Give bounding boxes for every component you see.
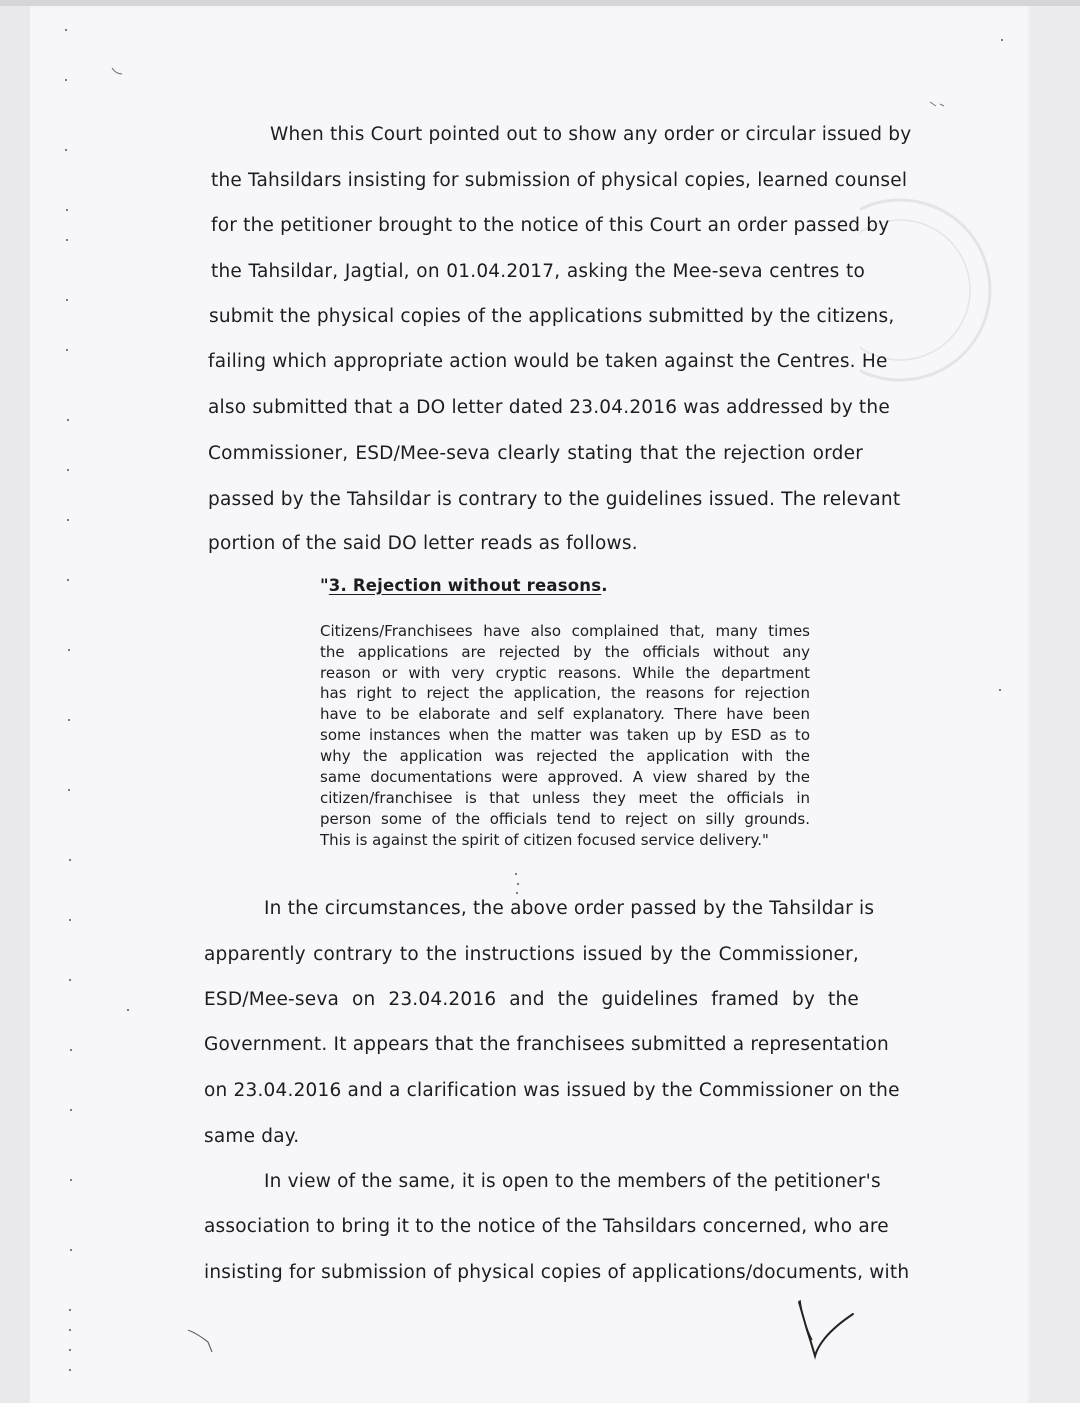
para3-line: association to bring it to the notice of the Tahsildars concerned, who are <box>204 1216 889 1237</box>
quote-heading-period: . <box>601 576 608 595</box>
quote-line: has right to reject the application, the reasons for rejection <box>320 684 810 702</box>
para2-line: apparently contrary to the instructions issued by the Commissioner, <box>204 944 859 965</box>
para2-line: same day. <box>204 1126 300 1147</box>
para2-line: Government. It appears that the franchisees submitted a representation <box>204 1034 889 1055</box>
para3-line: In view of the same, it is open to the members of the petitioner's <box>264 1171 881 1192</box>
bleed-through-seal <box>860 170 1080 530</box>
quote-line: have to be elaborate and self explanatory. There have been <box>320 705 810 723</box>
quote-line: Citizens/Franchisees have also complained that, many times <box>320 622 810 640</box>
para2-line: on 23.04.2016 and a clarification was issued by the Commissioner on the <box>204 1080 900 1101</box>
para1-line: When this Court pointed out to show any order or circular issued by <box>270 124 912 145</box>
quote-line: why the application was rejected the application with the <box>320 747 810 765</box>
para1-line: for the petitioner brought to the notice of this Court an order passed by <box>211 215 890 236</box>
para1-line: the Tahsildars insisting for submission of physical copies, learned counsel <box>211 170 908 191</box>
quote-heading <box>320 576 608 595</box>
para1-line: Commissioner, ESD/Mee-seva clearly stating that the rejection order <box>208 443 863 464</box>
quote-heading-text: 3. Rejection without reasons <box>328 576 602 595</box>
quote-line: the applications are rejected by the officials without any <box>320 643 810 661</box>
para1-line: submit the physical copies of the applications submitted by the citizens, <box>209 306 895 327</box>
para1-line: portion of the said DO letter reads as follows. <box>208 533 638 554</box>
para1-line: the Tahsildar, Jagtial, on 01.04.2017, asking the Mee-seva centres to <box>211 261 865 282</box>
quote-line: This is against the spirit of citizen focused service delivery." <box>320 831 769 849</box>
quote-line: some instances when the matter was taken up by ESD as to <box>320 726 810 744</box>
quote-open-mark: " <box>320 576 329 595</box>
quote-line: reason or with very cryptic reasons. While the department <box>320 664 810 682</box>
para1-line: failing which appropriate action would be taken against the Centres. He <box>208 351 888 372</box>
para3-line: insisting for submission of physical copies of applications/documents, with <box>204 1262 910 1283</box>
para1-line: passed by the Tahsildar is contrary to the guidelines issued. The relevant <box>208 489 901 510</box>
quote-line: person some of the officials tend to reject on silly grounds. <box>320 810 810 828</box>
quote-line: citizen/franchisee is that unless they meet the officials in <box>320 789 810 807</box>
para2-line: In the circumstances, the above order passed by the Tahsildar is <box>264 898 875 919</box>
para1-line: also submitted that a DO letter dated 23.04.2016 was addressed by the <box>208 397 890 418</box>
para2-line: ESD/Mee-seva on 23.04.2016 and the guidelines framed by the <box>204 989 859 1010</box>
quote-line: same documentations were approved. A view shared by the <box>320 768 810 786</box>
